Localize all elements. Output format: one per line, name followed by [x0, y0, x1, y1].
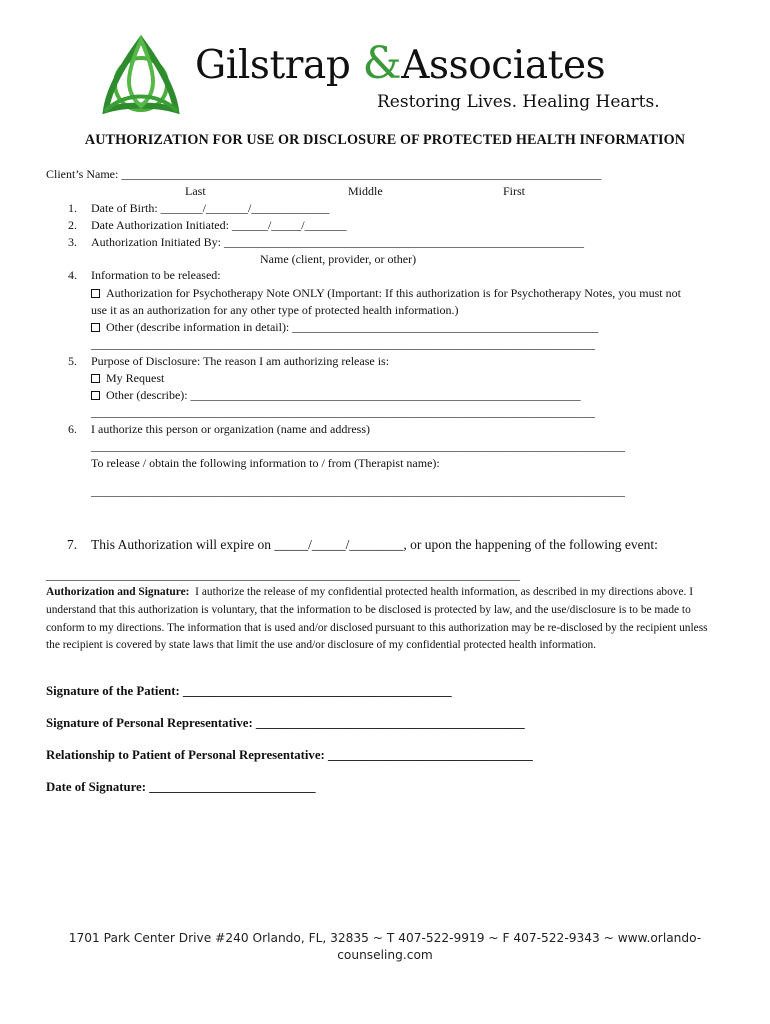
item-number: 7.	[67, 537, 78, 552]
client-name-field[interactable]: Client’s Name: ________________________________________________________________________________	[46, 167, 602, 181]
item-number: 4.	[68, 268, 77, 282]
my-request-option[interactable]: My Request	[91, 371, 164, 385]
other-describe-option[interactable]: Other (describe): _________________________________________________________________	[91, 388, 581, 402]
authorization-body: I authorize the release of my confidential protected health information, as described in my directions above. I understand that this authorization is voluntary, that the information to be disclosed is protected by law, and the use/disclosure is to be made to conform to my directions. The information that is used and/or disclosed pursuant to this authorization may be re-disclosed by the recipient unless the recipient is covered by state laws that limit the use and/or disclosure of my confidential protected health information.	[46, 586, 708, 652]
relationship-field[interactable]: Relationship to Patient of Personal Representative: ________________________________	[46, 748, 533, 762]
item-number: 5.	[68, 354, 77, 368]
form-title: AUTHORIZATION FOR USE OR DISCLOSURE OF PROTECTED HEALTH INFORMATION	[84, 132, 686, 148]
footer-line-1: 1701 Park Center Drive #240 Orlando, FL, 32835 ~ T 407-522-9919 ~ F 407-522-9343 ~ www.orlando-	[68, 931, 702, 945]
initiated-by-field[interactable]: Authorization Initiated By: ____________________________________________________________	[91, 235, 584, 249]
patient-signature-field[interactable]: Signature of the Patient: __________________________________________	[46, 684, 452, 698]
purpose-label: Purpose of Disclosure: The reason I am authorizing release is:	[91, 354, 390, 368]
my-request-checkbox[interactable]	[91, 374, 100, 383]
other-describe-checkbox[interactable]	[91, 391, 100, 400]
client-name-middle-label: Middle	[348, 184, 383, 198]
other-describe-line[interactable]: ____________________________________________________________________________________	[91, 405, 595, 419]
other-info-option[interactable]: Other (describe information in detail): ___________________________________________________	[91, 320, 598, 334]
date-initiated-field[interactable]: Date Authorization Initiated: ______/_____/_______	[91, 218, 347, 232]
expiration-event-line[interactable]: _______________________________________________________________________________	[46, 568, 520, 582]
other-info-line[interactable]: ____________________________________________________________________________________	[91, 337, 595, 351]
authorize-line[interactable]: _________________________________________________________________________________________	[91, 439, 625, 453]
authorize-label: I authorize this person or organization (name and address)	[91, 422, 371, 436]
initiated-by-sublabel: Name (client, provider, or other)	[260, 252, 417, 266]
celtic-knot-logo-icon	[96, 34, 186, 118]
brand-ampersand: &	[362, 38, 402, 89]
client-name-first-label: First	[503, 184, 526, 198]
representative-signature-field[interactable]: Signature of Personal Representative: __________________________________________	[46, 716, 525, 730]
info-released-label: Information to be released:	[91, 268, 221, 282]
item-number: 2.	[68, 218, 77, 232]
signature-date-field[interactable]: Date of Signature: __________________________	[46, 780, 316, 794]
authorization-paragraph	[46, 584, 724, 655]
release-label: To release / obtain the following information to / from (Therapist name):	[91, 456, 440, 470]
expiration-field[interactable]: This Authorization will expire on _____/_____/________, or upon the happening of the following event:	[91, 537, 658, 552]
brand-name: Gilstrap &Associates	[195, 38, 606, 89]
psychotherapy-option[interactable]: Authorization for Psychotherapy Note ONLY (Important: If this authorization is for Psychotherapy Notes, you must not	[91, 286, 681, 300]
other-info-checkbox[interactable]	[91, 323, 100, 332]
item-number: 1.	[68, 201, 77, 215]
footer-line-2: counseling.com	[337, 948, 433, 962]
psychotherapy-note-continued: use it as an authorization for any other type of protected health information.)	[91, 303, 459, 317]
client-name-last-label: Last	[185, 184, 206, 198]
footer-contact	[0, 930, 770, 964]
psychotherapy-checkbox[interactable]	[91, 289, 100, 298]
brand-tagline: Restoring Lives. Healing Hearts.	[377, 92, 660, 112]
date-of-birth-field[interactable]: Date of Birth: _______/_______/_____________	[91, 201, 330, 215]
item-number: 6.	[68, 422, 77, 436]
release-line[interactable]: _________________________________________________________________________________________	[91, 484, 625, 498]
authorization-heading: Authorization and Signature:	[46, 586, 190, 598]
item-number: 3.	[68, 235, 77, 249]
